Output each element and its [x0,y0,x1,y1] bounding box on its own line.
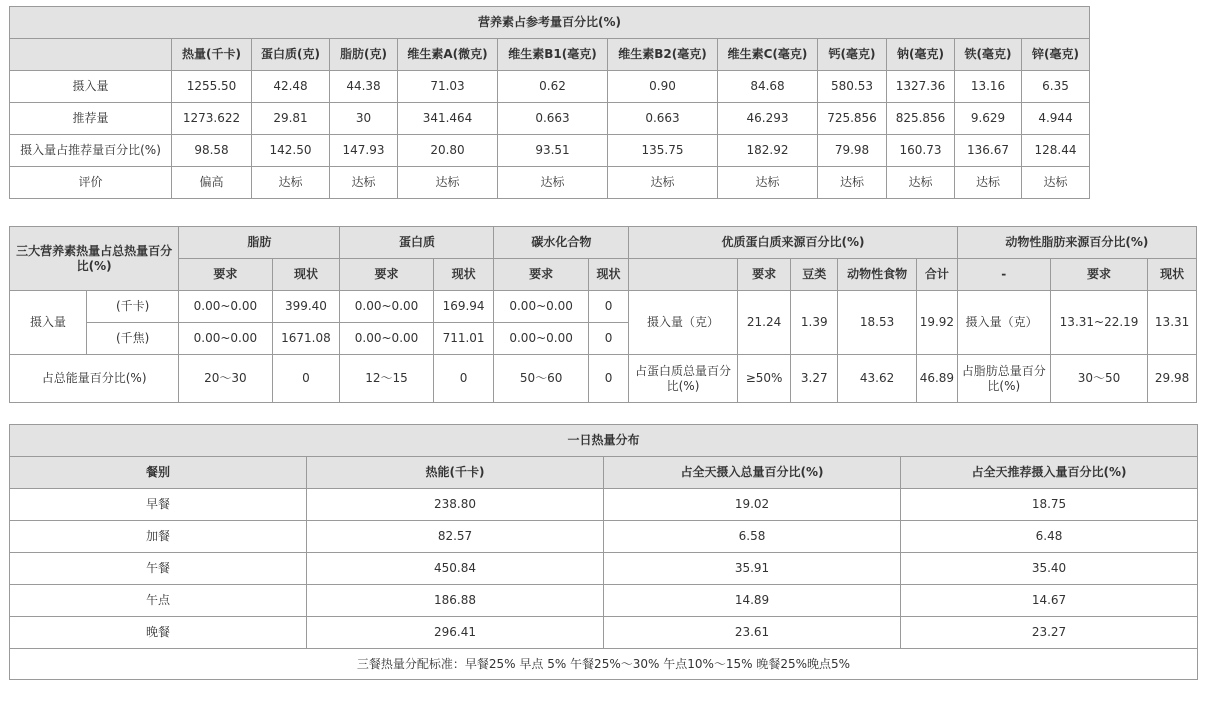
row-label: 推荐量 [10,103,172,135]
energy-pct-label: 占总能量百分比(%) [10,355,179,403]
table-cell: 725.856 [818,103,887,135]
table-cell: 136.67 [955,135,1022,167]
table-row [10,489,1198,521]
table-cell: 20～30 [179,355,272,403]
table-cell: 82.57 [307,521,604,553]
animal-food-header: 动物性食物 [838,259,917,291]
table-cell: 135.75 [608,135,718,167]
table-cell: 0.00~0.00 [179,291,272,323]
table-cell: 1273.622 [172,103,252,135]
column-header: 锌(毫克) [1022,39,1090,71]
table-cell: 711.01 [433,323,494,355]
table-row [10,71,1090,103]
column-header: 餐别 [10,457,307,489]
column-header: 热能(千卡) [307,457,604,489]
table-cell: 0 [433,355,494,403]
column-header: 钙(毫克) [818,39,887,71]
req-header: 要求 [737,259,791,291]
table-cell: 达标 [955,167,1022,199]
daily-energy-table [9,424,1198,680]
table-cell: 160.73 [887,135,955,167]
table-cell: ≥50% [737,355,791,403]
table-row [10,521,1198,553]
table-cell: 达标 [252,167,330,199]
table-cell: 84.68 [718,71,818,103]
table-cell: 13.31~22.19 [1050,291,1147,355]
column-header: 热量(千卡) [172,39,252,71]
column-header: 铁(毫克) [955,39,1022,71]
row-label: 摄入量占推荐量百分比(%) [10,135,172,167]
table-cell: 1327.36 [887,71,955,103]
column-header: 钠(毫克) [887,39,955,71]
table-row [10,167,1090,199]
column-header: 脂肪(克) [330,39,398,71]
meal-name: 午点 [10,585,307,617]
column-header: 维生素A(微克) [398,39,498,71]
table-cell: 0.90 [608,71,718,103]
table-cell: 20.80 [398,135,498,167]
table-cell: 0.00~0.00 [494,291,588,323]
column-header: 维生素C(毫克) [718,39,818,71]
table-cell: 12～15 [340,355,433,403]
bean-header: 豆类 [791,259,838,291]
table-row [10,553,1198,585]
macro-corner-header: 三大营养素热量占总热量百分比(%) [10,227,179,291]
table-cell: 29.98 [1148,355,1197,403]
req-header: 要求 [340,259,433,291]
table-cell: 580.53 [818,71,887,103]
table-cell: 42.48 [252,71,330,103]
req-header: 要求 [179,259,272,291]
animal-fat-intake-label: 摄入量（克） [957,291,1050,355]
table-cell: 79.98 [818,135,887,167]
table-cell: 13.16 [955,71,1022,103]
table-cell: 21.24 [737,291,791,355]
table-cell: 142.50 [252,135,330,167]
table-cell: 19.02 [604,489,901,521]
nutrient-table-title: 营养素占参考量百分比(%) [10,7,1090,39]
table-cell: 169.94 [433,291,494,323]
table-row [10,291,1197,323]
table-cell: 341.464 [398,103,498,135]
table-cell: 6.48 [901,521,1198,553]
table-cell: 98.58 [172,135,252,167]
table-cell: 达标 [718,167,818,199]
protein-pct-label: 占蛋白质总量百分比(%) [629,355,737,403]
table-cell: 14.67 [901,585,1198,617]
table-row [10,617,1198,649]
cur-header: 现状 [433,259,494,291]
header-blank [10,39,172,71]
table-cell: 0 [588,291,629,323]
animal-fat-header: 动物性脂肪来源百分比(%) [957,227,1196,259]
fat-header: 脂肪 [179,227,340,259]
table-row [10,103,1090,135]
macro-energy-table [9,226,1197,403]
table-cell: 0 [272,355,340,403]
req-header: 要求 [1050,259,1147,291]
table-cell: 3.27 [791,355,838,403]
table-cell: 50～60 [494,355,588,403]
table-cell: 达标 [498,167,608,199]
table-cell: 达标 [608,167,718,199]
total-header: 合计 [917,259,958,291]
table-cell: 0 [588,323,629,355]
table-cell: 30 [330,103,398,135]
intake-label: 摄入量 [10,291,87,355]
table-row [10,585,1198,617]
nutrient-header-row [10,39,1090,71]
table-cell: 4.944 [1022,103,1090,135]
table-cell: 46.293 [718,103,818,135]
table-cell: 偏高 [172,167,252,199]
table-cell: 达标 [1022,167,1090,199]
table-cell: 23.27 [901,617,1198,649]
quality-protein-header: 优质蛋白质来源百分比(%) [629,227,957,259]
table-cell: 1.39 [791,291,838,355]
row-label: 评价 [10,167,172,199]
table-cell: 71.03 [398,71,498,103]
table-cell: 0.00~0.00 [179,323,272,355]
table-cell: 35.91 [604,553,901,585]
table-cell: 0.00~0.00 [340,323,433,355]
unit-label: (千卡) [87,291,179,323]
table-cell: 1255.50 [172,71,252,103]
table-cell: 达标 [330,167,398,199]
table-cell: 238.80 [307,489,604,521]
distribution-footnote: 三餐热量分配标准：早餐25% 早点 5% 午餐25%～30% 午点10%～15% 晚餐25%晚点5% [10,649,1198,680]
table-cell: 0.00~0.00 [340,291,433,323]
table-cell: 13.31 [1148,291,1197,355]
table-cell: 296.41 [307,617,604,649]
table-cell: 35.40 [901,553,1198,585]
column-header: 占全天摄入总量百分比(%) [604,457,901,489]
table-cell: 达标 [818,167,887,199]
carb-header: 碳水化合物 [494,227,629,259]
table-cell: 46.89 [917,355,958,403]
table-cell: 147.93 [330,135,398,167]
meal-name: 早餐 [10,489,307,521]
table-cell: 9.629 [955,103,1022,135]
table-cell: 18.53 [838,291,917,355]
table-cell: 399.40 [272,291,340,323]
table-cell: 0 [588,355,629,403]
table-cell: 29.81 [252,103,330,135]
table-cell: 14.89 [604,585,901,617]
table-cell: 825.856 [887,103,955,135]
table-cell: 6.35 [1022,71,1090,103]
table-cell: 0.663 [608,103,718,135]
table-cell: 23.61 [604,617,901,649]
column-header: 维生素B2(毫克) [608,39,718,71]
protein-header: 蛋白质 [340,227,494,259]
table-cell: 6.58 [604,521,901,553]
table-cell: 达标 [887,167,955,199]
fat-pct-label: 占脂肪总量百分比(%) [957,355,1050,403]
table-cell: 44.38 [330,71,398,103]
dash-header: - [957,259,1050,291]
table-cell: 128.44 [1022,135,1090,167]
column-header: 维生素B1(毫克) [498,39,608,71]
table-row [10,135,1090,167]
column-header: 占全天推荐摄入量百分比(%) [901,457,1198,489]
table-cell: 达标 [398,167,498,199]
cur-header: 现状 [1148,259,1197,291]
daily-table-title: 一日热量分布 [10,425,1198,457]
row-label: 摄入量 [10,71,172,103]
blank-header [629,259,737,291]
table-cell: 0.00~0.00 [494,323,588,355]
meal-name: 晚餐 [10,617,307,649]
table-cell: 30～50 [1050,355,1147,403]
cur-header: 现状 [272,259,340,291]
meal-name: 加餐 [10,521,307,553]
req-header: 要求 [494,259,588,291]
table-cell: 93.51 [498,135,608,167]
daily-header-row [10,457,1198,489]
column-header: 蛋白质(克) [252,39,330,71]
unit-label: (千焦) [87,323,179,355]
table-cell: 1671.08 [272,323,340,355]
table-cell: 186.88 [307,585,604,617]
table-cell: 450.84 [307,553,604,585]
table-row [10,355,1197,403]
cur-header: 现状 [588,259,629,291]
table-cell: 0.663 [498,103,608,135]
table-cell: 182.92 [718,135,818,167]
table-cell: 19.92 [917,291,958,355]
table-cell: 18.75 [901,489,1198,521]
quality-protein-intake-label: 摄入量（克） [629,291,737,355]
table-cell: 43.62 [838,355,917,403]
meal-name: 午餐 [10,553,307,585]
nutrient-reference-table [9,6,1090,199]
table-cell: 0.62 [498,71,608,103]
